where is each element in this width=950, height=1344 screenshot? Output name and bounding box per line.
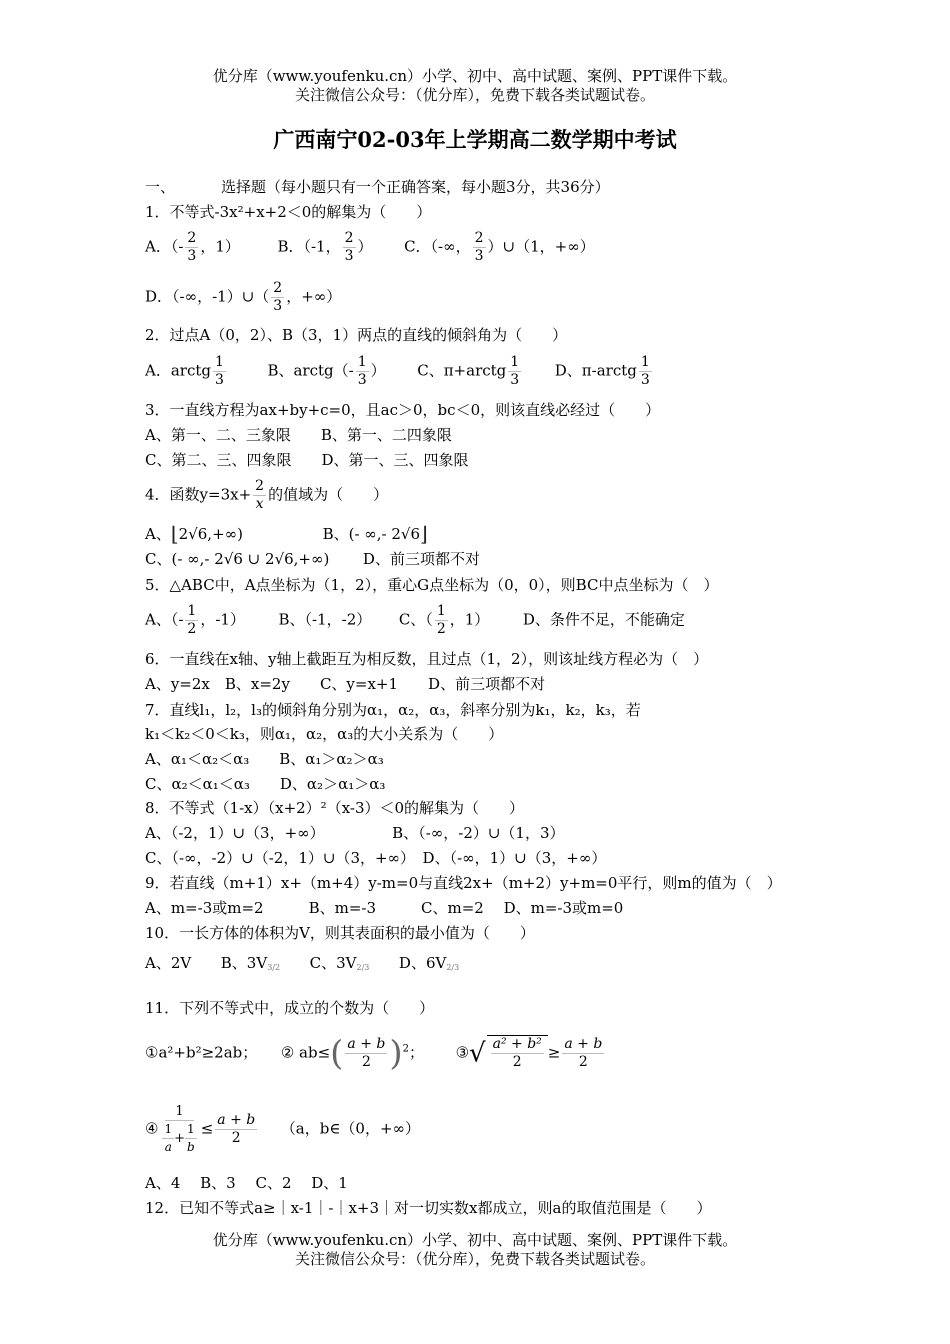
q11-item-4-prefix: ④ [145,1119,159,1138]
q2-c-prefix: C、π+arctg [417,361,507,380]
q1-a-suffix: ，1） [200,237,240,256]
q4-stem-prefix: 4．函数y=3x+ [145,485,252,504]
q10-b-exponent: 3/2 [267,963,281,972]
q11-item-1: ①a²+b²≥2ab； [145,1043,258,1062]
q10-b-text: B、3V [220,954,268,972]
q8-options-cd: C、（-∞，-2）∪（-2，1）∪（3，+∞） D、（-∞，1）∪（3，+∞） [145,849,607,867]
q2-stem: 2．过点A（0，2）、B（3，1）两点的直线的倾斜角为（ ） [145,326,568,344]
q2-d-fraction: $\frac{1}{3}$ [640,354,650,388]
q1-c-fraction: $\frac{2}{3}$ [474,230,484,264]
q7-options-ab: A、α₁＜α₂＜α₃ B、α₁＞α₂＞α₃ [145,750,384,768]
q4-a-label: A、 [145,525,171,543]
q1-a-fraction: $\frac{2}{3}$ [187,230,197,264]
q4-options-cd [145,550,480,568]
q5-a-prefix: A、（- [145,610,184,629]
q5-c-prefix: C、（ [398,610,433,629]
q11-item-4 [145,1103,420,1156]
q1-options-abc [145,230,595,265]
q11-item-2-left-paren: ( [330,1033,344,1074]
q11-item-3-prefix: ③ [455,1043,470,1062]
q7-stem-2: k₁＜k₂＜0＜k₃，则α₁，α₂，α₃的大小关系为（ ） [145,725,504,743]
section-text: 选择题（每小题只有一个正确答案，每小题3分，共36分） [221,178,610,196]
section-heading [145,178,610,196]
q10-options [145,954,459,977]
q10-d-exponent: 2/3 [446,963,460,972]
q6-stem: 6．一直线在x轴、y轴上截距互为相反数，且过点（1，2），则该址线方程必为（ ） [145,650,709,668]
footer-line-2: 关注微信公众号：（优分库），免费下载各类试题试卷。 [294,1250,655,1268]
q11-item-4-denominator: $\frac{1}{a}$ + $\frac{1}{b}$ [164,1122,195,1154]
q2-options [145,354,654,389]
header-line-1: 优分库（www.youfenku.cn）小学、初中、高中试题、案例、PPT课件下载。 [212,67,738,85]
q8-stem: 8．不等式（1-x）（x+2）²（x-3）＜0的解集为（ ） [145,799,525,817]
q4-c-expr: (- ∞,- 2√6 ∪ 2√6,+∞) [171,550,330,568]
q4-d-text: D、前三项都不对 [362,550,480,568]
q11-items-1-3 [145,1033,606,1074]
q11-item-3-rhs-fraction: $\frac{a + b}{2}$ [564,1036,603,1070]
q2-a-fraction: $\frac{1}{3}$ [214,354,224,388]
section-number: 一、 [145,178,176,196]
q8-options-ab: A、（-2，1）∪（3，+∞） B、（-∞，-2）∪（1，3） [145,824,565,842]
q10-stem: 10．一长方体的体积为V，则其表面积的最小值为（ ） [145,924,535,942]
q4-b-label: B、 [322,525,349,543]
q5-stem: 5．△ABC中，A点坐标为（1，2），重心G点坐标为（0，0），则BC中点坐标为（ ） [145,576,719,594]
q7-options-cd: C、α₂＜α₁＜α₃ D、α₂＞α₁＞α₃ [145,775,386,793]
q11-item-4-suffix: （a，b∈（0，+∞） [280,1119,421,1138]
q1-b-suffix: ） [357,237,373,256]
q6-options: A、y=2x B、x=2y C、y=x+1 D、前三项都不对 [145,675,546,693]
q11-item-2-suffix: ； [409,1043,425,1062]
q5-d-text: D、条件不足，不能确定 [522,610,685,629]
q5-a-fraction: $\frac{1}{2}$ [187,603,197,637]
q11-item-2-prefix: ② ab≤ [280,1043,331,1062]
q11-item-2-exponent: 2 [402,1043,410,1055]
q10-c-text: C、3V [309,954,357,972]
q11-item-3-relation: ≥ [547,1043,561,1062]
q5-b-text: B、（-1，-2） [278,610,372,629]
q2-d-prefix: D、π-arctg [554,361,637,380]
q4-b-expr: (- ∞,- 2√6 [348,525,421,543]
header-line-2: 关注微信公众号：（优分库），免费下载各类试题试卷。 [294,86,655,104]
q1-option-d [145,280,341,315]
q2-b-suffix: ） [370,361,386,380]
q1-a-prefix: A．（- [145,237,184,256]
q1-c-prefix: C．（-∞， [404,237,471,256]
q4-options-ab [145,522,428,546]
q1-d-suffix: ，+∞） [286,287,342,306]
q4-b-floor-bracket: ⌋ [420,522,428,546]
q4-fraction: $\frac{2}{x}$ [255,478,265,512]
q1-d-fraction: $\frac{2}{3}$ [273,280,283,314]
q7-stem-1: 7．直线l₁，l₂，l₃的倾斜角分别为α₁，α₂，α₃，斜率分别为k₁，k₂，k₃，若 [145,701,641,719]
q4-stem [145,478,388,513]
q4-c-label: C、 [145,550,172,568]
q10-d-text: D、6V [398,954,447,972]
q5-options [145,603,685,638]
q9-options: A、m=-3或m=2 B、m=-3 C、m=2 D、m=-3或m=0 [145,899,624,917]
q11-item-4-rhs-fraction: $\frac{a + b}{2}$ [217,1112,256,1146]
page-title: 广西南宁02-03年上学期高二数学期中考试 [273,127,677,152]
q3-options-cd: C、第二、三、四象限 D、第一、三、四象限 [145,451,469,469]
q11-item-4-relation: ≤ [200,1119,214,1138]
q9-stem: 9．若直线（m+1）x+（m+4）y-m=0与直线2x+（m+2）y+m=0平行，则m的值为（ ） [145,874,782,892]
q5-a-suffix: ，-1） [200,610,245,629]
q3-stem: 3．一直线方程为ax+by+c=0，且ac＞0，bc＜0，则该直线必经过（ ） [145,401,661,419]
q5-c-fraction: $\frac{1}{2}$ [436,603,446,637]
q11-item-2-fraction: $\frac{a + b}{2}$ [347,1036,386,1070]
q11-item-2-right-paren: ) [389,1033,403,1074]
q2-b-fraction: $\frac{1}{3}$ [357,354,367,388]
q1-c-suffix: ）∪（1，+∞） [487,237,595,256]
q3-options-ab: A、第一、二、三象限 B、第一、二四象限 [145,426,452,444]
q10-c-exponent: 2/3 [356,963,370,972]
q5-c-suffix: ，1） [449,610,490,629]
q1-stem: 1．不等式-3x²+x+2＜0的解集为（ ） [145,203,432,221]
q4-a-expr: 2√6,+∞) [178,525,243,543]
q11-options: A、4 B、3 C、2 D、1 [145,1174,348,1192]
q11-item-3-fraction: $\frac{\text{a² + b²}}{2}$ [492,1036,542,1070]
q2-c-fraction: $\frac{1}{3}$ [510,354,520,388]
q11-stem: 11．下列不等式中，成立的个数为（ ） [145,999,435,1017]
footer-line-1: 优分库（www.youfenku.cn）小学、初中、高中试题、案例、PPT课件下载。 [212,1231,738,1249]
q11-item-3-radicand [487,1035,548,1071]
q11-item-3-radical: √ [469,1038,486,1069]
q2-a-prefix: A．arctg [145,361,211,380]
q12-stem: 12．已知不等式a≥｜x-1｜-｜x+3｜对一切实数x都成立，则a的取值范围是（ ） [145,1199,712,1217]
q11-item-4-compound-fraction: 1 $\frac{1}{a}$ + $\frac{1}{b}$ [160,1103,198,1156]
q1-b-prefix: B．（-1， [277,237,341,256]
q4-stem-suffix: 的值域为（ ） [268,485,389,504]
q2-b-prefix: B、arctg（- [267,361,354,380]
q4-a-floor-bracket: ⌊ [170,522,179,546]
q10-a-text: A、2V [145,954,192,972]
q1-b-fraction: $\frac{2}{3}$ [344,230,354,264]
q1-d-prefix: D．（-∞，-1）∪（ [145,287,270,306]
